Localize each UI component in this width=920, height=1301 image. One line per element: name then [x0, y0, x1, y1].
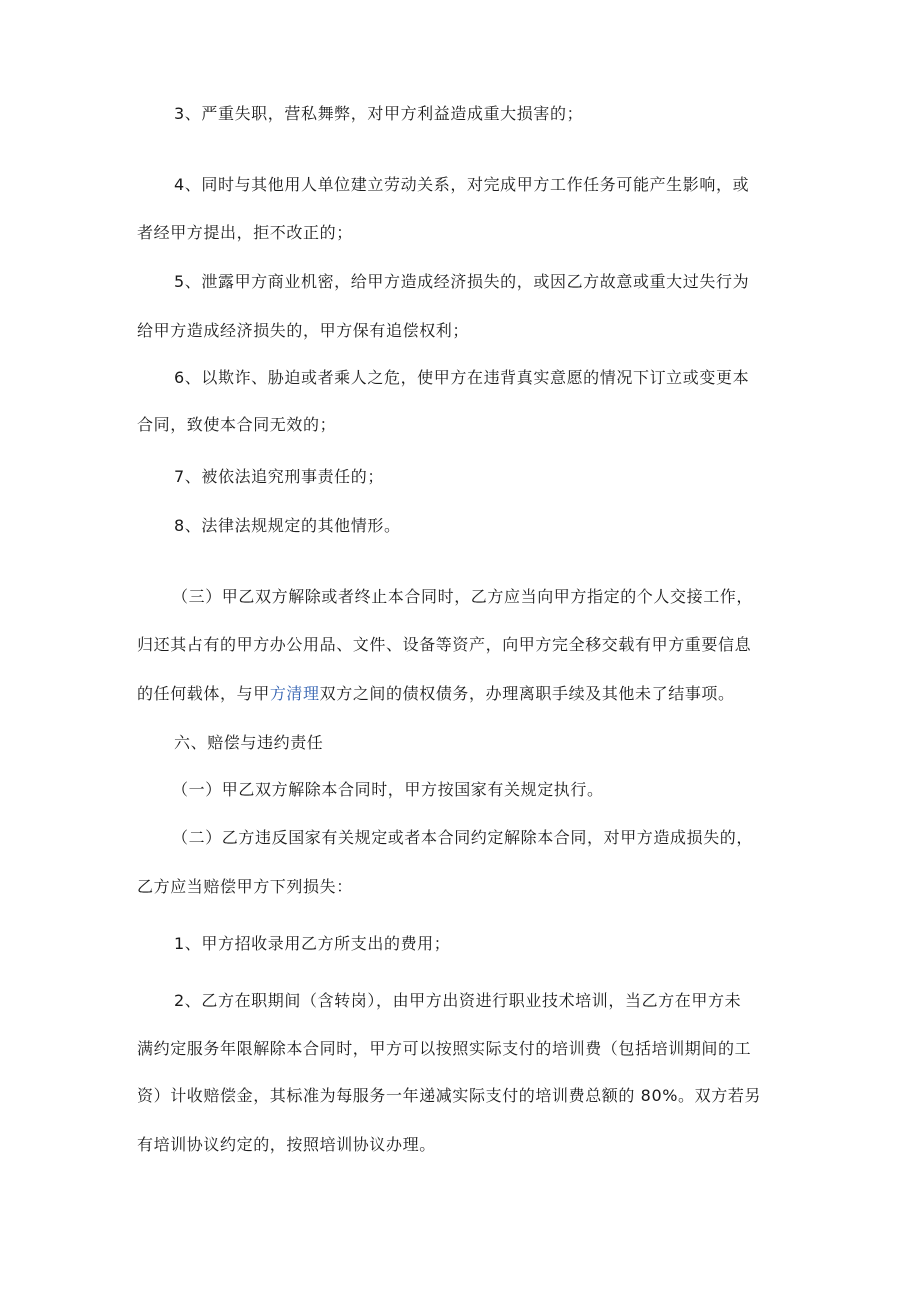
compensation-line: 有培训协议约定的，按照培训协议办理。 — [137, 1135, 436, 1154]
list-item-line: 7、被依法追究刑事责任的； — [174, 467, 384, 486]
list-item-line: 给甲方造成经济损失的，甲方保有追偿权利； — [137, 321, 470, 340]
compensation-line: 资）计收赔偿金，其标准为每服务一年递减实际支付的培训费总额的 80%。双方若另 — [137, 1086, 762, 1105]
list-item-line: 合同，致使本合同无效的； — [137, 415, 337, 434]
highlighted-term: 方清理 — [269, 684, 320, 703]
compensation-line: 1、甲方招收录用乙方所支出的费用； — [174, 934, 451, 953]
list-item-line: 8、法律法规规定的其他情形。 — [174, 516, 401, 535]
list-item-line: 5、泄露甲方商业机密，给甲方造成经济损失的，或因乙方故意或重大过失行为 — [174, 272, 750, 291]
clause-line: （三）甲乙双方解除或者终止本合同时，乙方应当向甲方指定的个人交接工作， — [172, 587, 754, 606]
list-item-line: 4、同时与其他用人单位建立劳动关系，对完成甲方工作任务可能产生影响，或 — [174, 175, 750, 194]
compensation-line: 满约定服务年限解除本合同时，甲方可以按照实际支付的培训费（包括培训期间的工 — [137, 1039, 752, 1058]
subclause-line: 乙方应当赔偿甲方下列损失： — [137, 877, 353, 896]
section-heading: 六、赔偿与违约责任 — [174, 733, 324, 752]
compensation-line: 2、乙方在职期间（含转岗），由甲方出资进行职业技术培训，当乙方在甲方未 — [174, 991, 742, 1010]
clause-text: 双方之间的债权债务，办理离职手续及其他未了结事项。 — [319, 684, 735, 703]
subclause-line: （二）乙方违反国家有关规定或者本合同约定解除本合同，对甲方造成损失的， — [172, 828, 754, 847]
clause-line: 归还其占有的甲方办公用品、文件、设备等资产，向甲方完全移交载有甲方重要信息 — [137, 635, 752, 654]
list-item-line: 者经甲方提出，拒不改正的； — [137, 223, 353, 242]
list-item-line: 6、以欺诈、胁迫或者乘人之危，使甲方在违背真实意愿的情况下订立或变更本 — [174, 368, 750, 387]
list-item-line: 3、严重失职，营私舞弊，对甲方利益造成重大损害的； — [174, 104, 584, 123]
clause-line — [137, 683, 735, 705]
subclause-line: （一）甲乙双方解除本合同时，甲方按国家有关规定执行。 — [172, 780, 604, 799]
clause-text: 的任何载体，与甲 — [137, 684, 270, 703]
